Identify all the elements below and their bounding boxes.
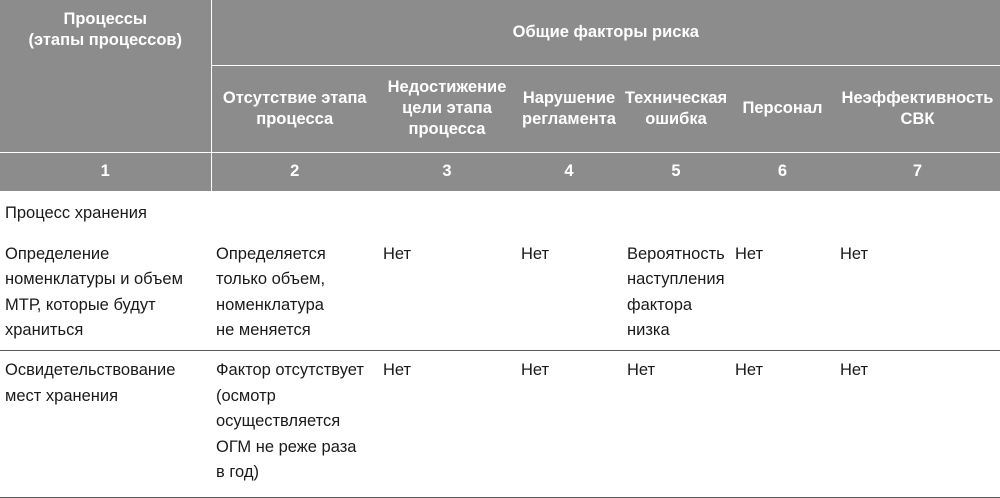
row2-ineffective-svk: Нет <box>835 351 1000 498</box>
column-number-6: 6 <box>730 152 835 191</box>
row2-violation: Нет <box>516 351 622 498</box>
header-processes-line1: Процессы <box>63 10 148 28</box>
row1-personnel: Нет <box>730 235 835 351</box>
header-violation-line1: Нарушение <box>522 88 616 107</box>
column-number-2: 2 <box>211 152 378 191</box>
header-processes <box>0 0 211 152</box>
column-number-7: 7 <box>835 152 1000 191</box>
section-title: Процесс хранения <box>5 203 147 222</box>
header-ineffective-svk-line1: Неэффективность <box>841 88 994 107</box>
row1-process: Определение номенклатуры и объем МТР, которые будут храниться <box>0 235 211 351</box>
header-personnel <box>730 65 835 152</box>
header-absence <box>211 65 378 152</box>
header-personnel-line1: Персонал <box>742 99 823 117</box>
table-row <box>0 351 1000 498</box>
row2-personnel: Нет <box>730 351 835 498</box>
header-processes-line2: (этапы процессов) <box>28 31 183 49</box>
column-number-3: 3 <box>378 152 516 191</box>
header-risk-factors-group: Общие факторы риска <box>211 0 1000 65</box>
row1-violation: Нет <box>516 235 622 351</box>
header-ineffective-svk-line2: СВК <box>900 109 935 128</box>
column-number-4: 4 <box>516 152 622 191</box>
header-goal-failure-line1: Недостижение <box>387 78 507 96</box>
row2-tech-error: Нет <box>622 351 730 498</box>
header-goal-failure-line2: цели этапа <box>402 99 492 117</box>
row2-goal-failure: Нет <box>378 351 516 498</box>
row1-goal-failure: Нет <box>378 235 516 351</box>
header-tech-error-line1: Техническая <box>624 88 728 107</box>
header-ineffective-svk <box>835 65 1000 152</box>
header-absence-line1: Отсутствие этапа <box>222 88 367 107</box>
header-tech-error-line2: ошибка <box>645 109 707 128</box>
header-violation-line2: регламента <box>522 109 616 128</box>
header-goal-failure-line3: процесса <box>408 120 486 138</box>
table-row <box>0 235 1000 351</box>
row2-absence: Фактор отсутствует (осмотр осуществляется ОГМ не реже раза в год) <box>211 351 378 498</box>
column-number-1: 1 <box>0 152 211 191</box>
row1-tech-error: Вероятность наступления фактора низка <box>622 235 730 351</box>
row2-process: Освидетельствование мест хранения <box>0 351 211 498</box>
row1-absence: Определяется только объем, номенклатура не меняется <box>211 235 378 351</box>
header-violation <box>516 65 622 152</box>
header-goal-failure <box>378 65 516 152</box>
row1-ineffective-svk: Нет <box>835 235 1000 351</box>
column-number-5: 5 <box>622 152 730 191</box>
header-tech-error <box>622 65 730 152</box>
header-absence-line2: процесса <box>256 109 334 128</box>
